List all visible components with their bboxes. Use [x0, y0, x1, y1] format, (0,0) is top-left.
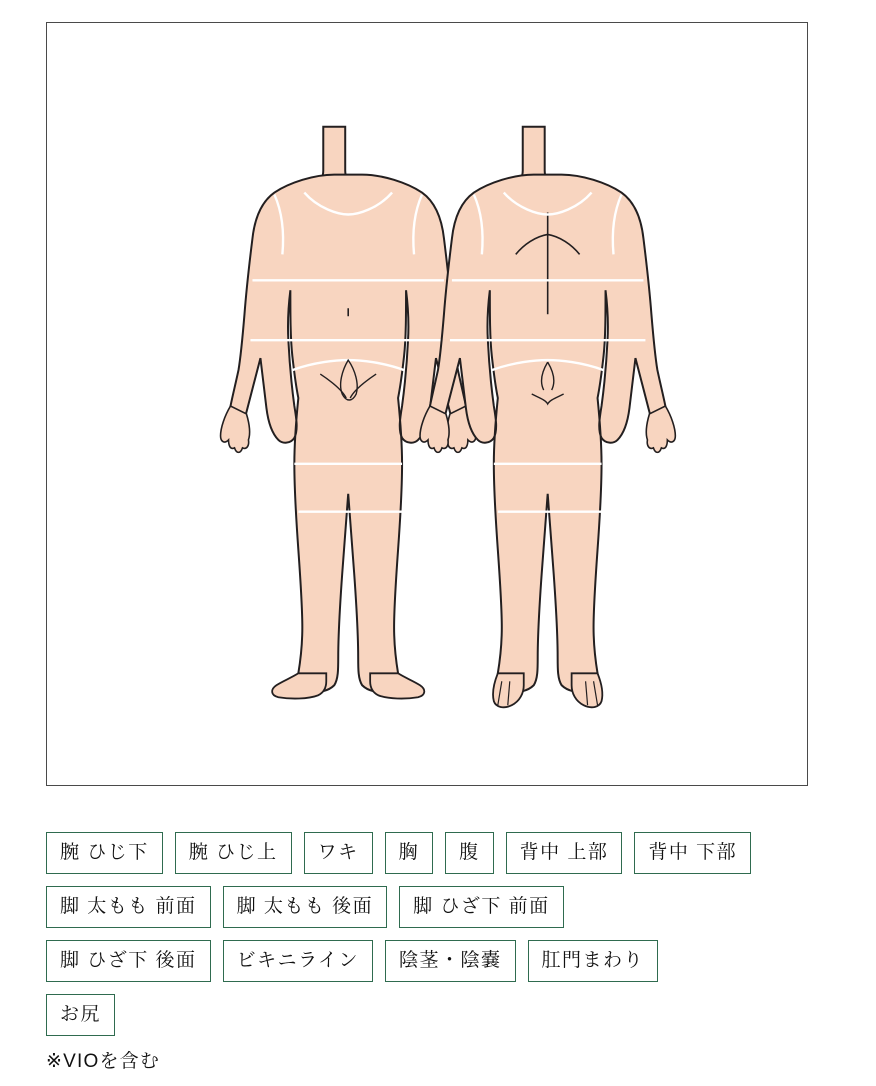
tag-around-anus[interactable]: 肛門まわり [528, 940, 659, 982]
tag-chest[interactable]: 胸 [385, 832, 434, 874]
tag-buttocks[interactable]: お尻 [46, 994, 115, 1036]
tag-below-knee-front[interactable]: 脚 ひざ下 前面 [399, 886, 564, 928]
tag-upper-back[interactable]: 背中 上部 [506, 832, 623, 874]
tag-lower-back[interactable]: 背中 下部 [634, 832, 751, 874]
tag-bikini-line[interactable]: ビキニライン [223, 940, 373, 982]
tag-row [46, 940, 836, 982]
tag-arm-below-elbow[interactable]: 腕 ひじ下 [46, 832, 163, 874]
tag-row [46, 832, 836, 874]
tag-thigh-back[interactable]: 脚 太もも 後面 [223, 886, 388, 928]
vio-note: ※VIOを含む [46, 1051, 161, 1072]
tag-armpit[interactable]: ワキ [304, 832, 373, 874]
tag-row [46, 994, 836, 1036]
tag-thigh-front[interactable]: 脚 太もも 前面 [46, 886, 211, 928]
tag-row [46, 886, 836, 928]
body-diagram-panel [46, 22, 808, 786]
body-diagram-illustration [47, 23, 807, 785]
tag-penis-scrotum[interactable]: 陰茎・陰嚢 [385, 940, 516, 982]
tag-arm-above-elbow[interactable]: 腕 ひじ上 [175, 832, 292, 874]
tag-abdomen[interactable]: 腹 [445, 832, 494, 874]
body-part-tag-list [46, 832, 836, 1048]
tag-below-knee-back[interactable]: 脚 ひざ下 後面 [46, 940, 211, 982]
